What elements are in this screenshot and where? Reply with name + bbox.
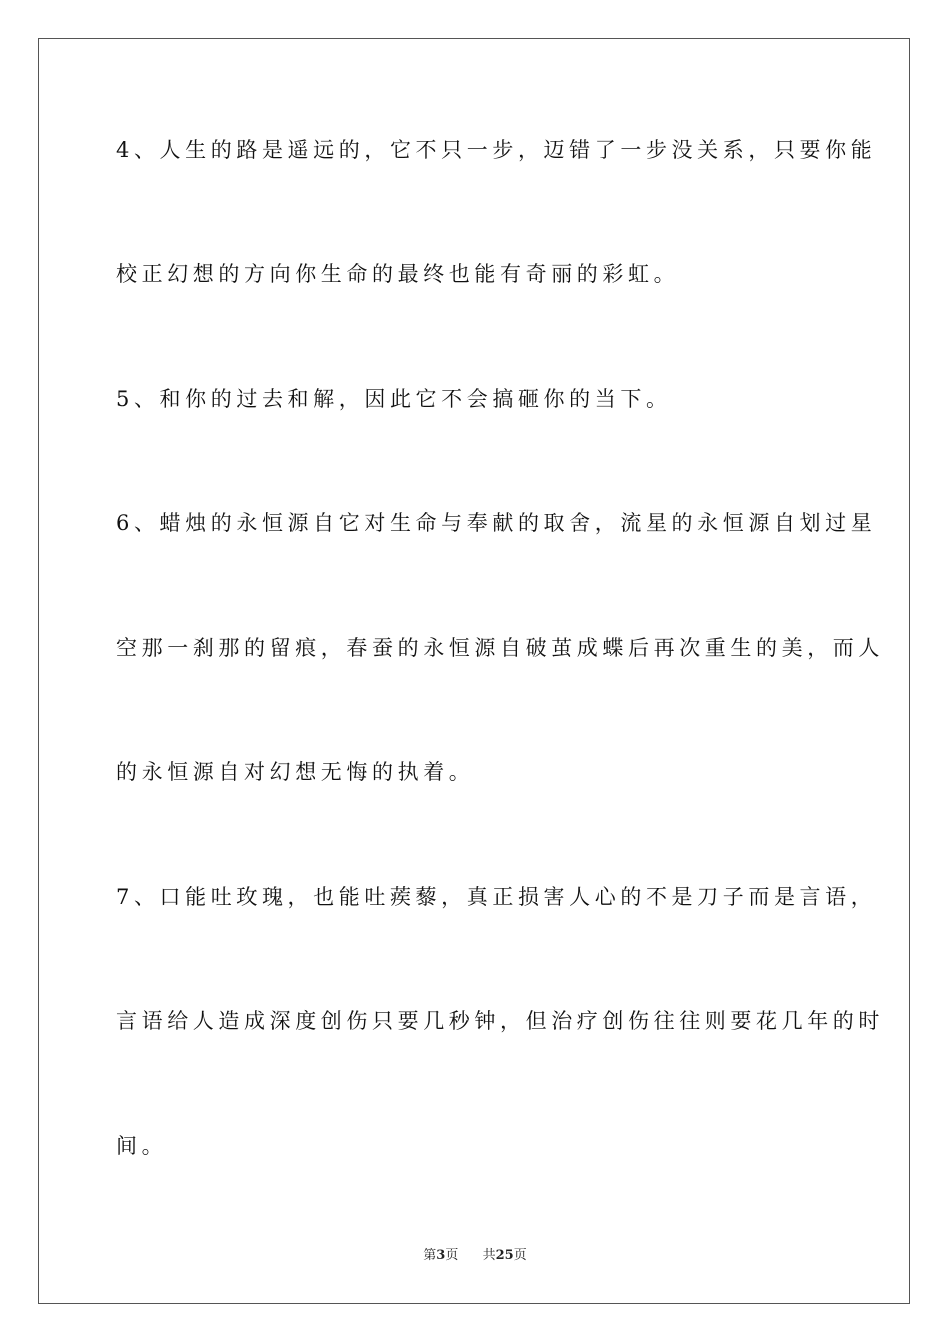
text-line: 5、和你的过去和解，因此它不会搞砸你的当下。: [116, 387, 672, 411]
text-line: 的永恒源自对幻想无悔的执着。: [116, 760, 475, 784]
text-line: 6、蜡烛的永恒源自它对生命与奉献的取舍，流星的永恒源自划过星: [116, 511, 877, 535]
text-line: 言语给人造成深度创伤只要几秒钟，但治疗创伤往往则要花几年的时: [116, 1009, 884, 1033]
text-line: 空那一刹那的留痕，春蚕的永恒源自破茧成蝶后再次重生的美，而人: [116, 636, 884, 660]
total-pages: 25: [495, 1248, 514, 1263]
text-line: 校正幻想的方向你生命的最终也能有奇丽的彩虹。: [116, 262, 680, 286]
total-pages-indicator: [483, 1248, 527, 1263]
page-suffix: 页: [445, 1248, 459, 1263]
text-line: 7、口能吐玫瑰，也能吐蒺藜，真正损害人心的不是刀子而是言语，: [116, 885, 877, 909]
total-prefix: 共: [482, 1248, 496, 1263]
text-line: 间。: [116, 1134, 168, 1158]
page-border: [38, 38, 910, 1304]
page-footer: [0, 1247, 950, 1265]
text-line: 4、人生的路是遥远的，它不只一步，迈错了一步没关系，只要你能: [116, 138, 877, 162]
page-indicator: [423, 1248, 462, 1263]
page-prefix: 第: [423, 1248, 437, 1263]
total-suffix: 页: [513, 1248, 527, 1263]
page-number: 3: [436, 1248, 446, 1263]
